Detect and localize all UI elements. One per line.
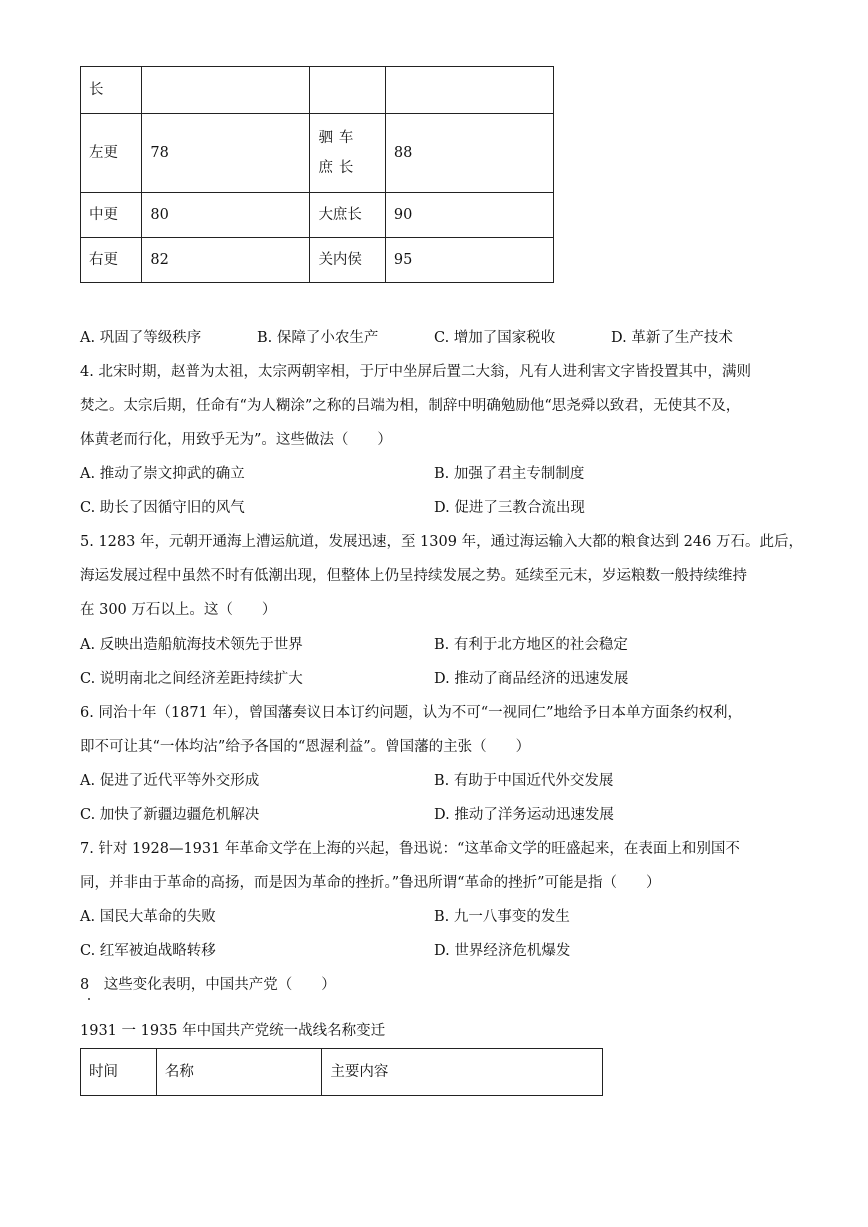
- table-cell: 80: [142, 193, 310, 238]
- q5-stem-line: 在 300 万石以上。这（ ）: [80, 602, 277, 618]
- table-row: [81, 67, 554, 114]
- q5-option-b[interactable]: B. 有利于北方地区的社会稳定: [434, 637, 628, 653]
- table-cell: 左更: [81, 114, 142, 193]
- table-cell: 大庶长: [310, 193, 385, 238]
- q5-option-a[interactable]: A. 反映出造船航海技术领先于世界: [80, 637, 303, 653]
- q6-option-c[interactable]: C. 加快了新疆边疆危机解决: [80, 807, 260, 823]
- q3-option-a[interactable]: A. 巩固了等级秩序: [80, 330, 202, 346]
- dot-mark: [88, 998, 90, 1000]
- q6-option-d[interactable]: D. 推动了洋务运动迅速发展: [434, 807, 614, 823]
- table-cell: 90: [385, 193, 553, 238]
- q3-option-d[interactable]: D. 革新了生产技术: [611, 330, 733, 346]
- table-cell: 95: [385, 238, 553, 283]
- table-cell: [385, 67, 553, 114]
- q4-option-a[interactable]: A. 推动了崇文抑武的确立: [80, 466, 245, 482]
- q4-option-b[interactable]: B. 加强了君主专制制度: [434, 466, 585, 482]
- q5-option-d[interactable]: D. 推动了商品经济的迅速发展: [434, 671, 629, 687]
- q4-option-c[interactable]: C. 助长了因循守旧的风气: [80, 500, 245, 516]
- q6-option-a[interactable]: A. 促进了近代平等外交形成: [80, 773, 260, 789]
- table-cell: 82: [142, 238, 310, 283]
- q7-option-a[interactable]: A. 国民大革命的失败: [80, 909, 216, 925]
- table-cell: [310, 67, 385, 114]
- table-cell: 88: [385, 114, 553, 193]
- table-cell: 右更: [81, 238, 142, 283]
- table-row: [81, 114, 554, 193]
- table-cell: 长: [81, 67, 142, 114]
- q7-option-c[interactable]: C. 红军被迫战略转移: [80, 943, 216, 959]
- table-header-cell: 主要内容: [322, 1049, 603, 1096]
- table-cell: 78: [142, 114, 310, 193]
- table-row: [81, 193, 554, 238]
- q4-stem-line: 体黄老而行化，用致乎无为”。这些做法（ ）: [80, 432, 392, 448]
- united-front-table: [80, 1048, 603, 1096]
- q7-option-b[interactable]: B. 九一八事变的发生: [434, 909, 570, 925]
- rank-grade-table: [80, 66, 554, 283]
- q4-stem-line: 4. 北宋时期，赵普为太祖，太宗两朝宰相，于厅中坐屏后置二大翁，凡有人进利害文字皆投置其中，满则: [80, 364, 751, 380]
- q7-stem-line: 同，并非由于革命的高扬，而是因为革命的挫折。”鲁迅所谓“革命的挫折”可能是指（ ）: [80, 875, 661, 891]
- q4-stem-line: 焚之。太宗后期，任命有“为人糊涂”之称的吕端为相，制辞中明确勉励他“思尧舜以致君，无使其不及，: [80, 398, 741, 414]
- q8-stem: 8 这些变化表明，中国共产党（ ）: [80, 977, 336, 993]
- q6-stem-line: 6. 同治十年（1871 年），曾国藩奏议日本订约问题，认为不可“一视同仁”地给予日本单方面条约权利，: [80, 705, 743, 721]
- table-cell: 关内侯: [310, 238, 385, 283]
- q8-table-caption: 1931 一 1935 年中国共产党统一战线名称变迁: [80, 1023, 386, 1039]
- table-header-cell: 时间: [81, 1049, 157, 1096]
- q3-option-b[interactable]: B. 保障了小农生产: [257, 330, 379, 346]
- q5-stem-line: 5. 1283 年，元朝开通海上漕运航道，发展迅速，至 1309 年，通过海运输入大都的粮食达到 246 万石。此后，: [80, 534, 803, 550]
- q6-option-b[interactable]: B. 有助于中国近代外交发展: [434, 773, 614, 789]
- q5-stem-line: 海运发展过程中虽然不时有低潮出现，但整体上仍呈持续发展之势。延续至元末，岁运粮数一般持续维持: [80, 568, 747, 584]
- q7-stem-line: 7. 针对 1928—1931 年革命文学在上海的兴起，鲁迅说：“这革命文学的旺盛起来，在表面上和别国不: [80, 841, 740, 857]
- q4-option-d[interactable]: D. 促进了三教合流出现: [434, 500, 585, 516]
- q7-option-d[interactable]: D. 世界经济危机爆发: [434, 943, 571, 959]
- table-row: [81, 238, 554, 283]
- table-cell: 中更: [81, 193, 142, 238]
- table-header-row: [81, 1049, 603, 1096]
- table-cell: 驷车庶长: [310, 114, 385, 193]
- q6-stem-line: 即不可让其“一体均沾”给予各国的“恩渥利益”。曾国藩的主张（ ）: [80, 739, 531, 755]
- q3-option-c[interactable]: C. 增加了国家税收: [434, 330, 556, 346]
- q5-option-c[interactable]: C. 说明南北之间经济差距持续扩大: [80, 671, 303, 687]
- table-header-cell: 名称: [156, 1049, 322, 1096]
- table-cell: [142, 67, 310, 114]
